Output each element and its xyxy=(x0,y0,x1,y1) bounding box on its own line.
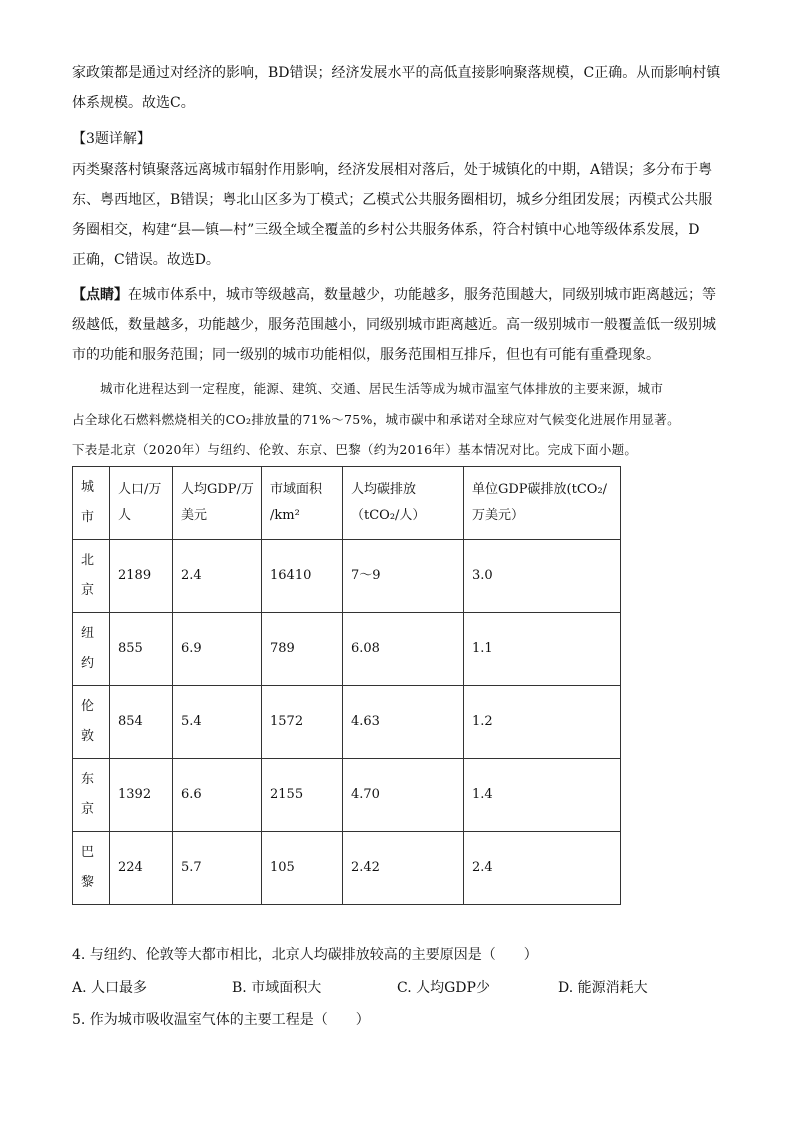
cell-carbon: 4.70 xyxy=(343,759,464,832)
table-row xyxy=(73,686,621,759)
cell-unit-carbon: 1.1 xyxy=(464,613,621,686)
intro-line: 占全球化石燃料燃烧相关的CO₂排放量的71%～75%，城市碳中和承诺对全球应对气候变化进展作用显著。 xyxy=(72,411,680,427)
table-row xyxy=(73,540,621,613)
option-c[interactable]: C. 人均GDP少 xyxy=(397,980,490,996)
text-line: 正确，C错误。故选D。 xyxy=(72,252,220,268)
cell-unit-carbon: 1.4 xyxy=(464,759,621,832)
header-area: 市域面积 /km² xyxy=(262,467,343,540)
text-line: 务圈相交，构建“县—镇—村”三级全域全覆盖的乡村公共服务体系，符合村镇中心地等级体系发展，D xyxy=(72,222,700,238)
q3-heading xyxy=(72,124,722,154)
header-city: 城 市 xyxy=(73,467,110,540)
intro-line: 下表是北京（2020年）与纽约、伦敦、东京、巴黎（约为2016年）基本情况对比。完成下面小题。 xyxy=(72,442,638,457)
cell-population: 2189 xyxy=(110,540,173,613)
answer-paragraph-continued xyxy=(72,58,722,118)
table-row xyxy=(73,613,621,686)
cell-area: 1572 xyxy=(262,686,343,759)
cell-unit-carbon: 2.4 xyxy=(464,832,621,905)
cell-gdp: 2.4 xyxy=(173,540,262,613)
tip-paragraph xyxy=(72,280,722,370)
text-line: 东、粤西地区，B错误；粤北山区多为丁模式；乙模式公共服务圈相切，城乡分组团发展；丙模式公共服 xyxy=(72,192,713,208)
header-population: 人口/万 人 xyxy=(110,467,173,540)
cell-population: 854 xyxy=(110,686,173,759)
cell-area: 2155 xyxy=(262,759,343,832)
cell-city: 纽 约 xyxy=(73,613,110,686)
cell-population: 855 xyxy=(110,613,173,686)
text-line: 市的功能和服务范围；同一级别的城市功能相似，服务范围相互排斥，但也有可能有重叠现象。 xyxy=(72,347,660,363)
q3-explanation xyxy=(72,155,722,275)
reading-intro xyxy=(72,374,722,466)
cell-city: 东 京 xyxy=(73,759,110,832)
tip-line-text: 在城市体系中，城市等级越高，数量越少，功能越多，服务范围越大，同级别城市距离越远；等 xyxy=(128,287,716,303)
cell-city: 巴 黎 xyxy=(73,832,110,905)
text-line xyxy=(72,280,722,310)
cell-carbon: 4.63 xyxy=(343,686,464,759)
text-line: 级越低，数量越多，功能越少，服务范围越小，同级别城市距离越近。高一级别城市一般覆盖低一级别城 xyxy=(72,317,716,333)
text-line: 体系规模。故选C。 xyxy=(72,95,195,111)
table-header-row xyxy=(73,467,621,540)
table-row xyxy=(73,759,621,832)
cell-city: 北 京 xyxy=(73,540,110,613)
cell-gdp: 5.4 xyxy=(173,686,262,759)
cell-gdp: 5.7 xyxy=(173,832,262,905)
cell-carbon: 6.08 xyxy=(343,613,464,686)
cell-carbon: 7～9 xyxy=(343,540,464,613)
table-row xyxy=(73,832,621,905)
option-a[interactable]: A. 人口最多 xyxy=(72,980,148,996)
intro-line: 城市化进程达到一定程度，能源、建筑、交通、居民生活等成为城市温室气体排放的主要来源，城市 xyxy=(100,381,664,396)
header-carbon-per-capita: 人均碳排放 （tCO₂/人） xyxy=(343,467,464,540)
cell-area: 16410 xyxy=(262,540,343,613)
heading-text: 【3题详解】 xyxy=(72,131,151,147)
cell-population: 1392 xyxy=(110,759,173,832)
question-5: 5. 作为城市吸收温室气体的主要工程是（ ） xyxy=(72,1012,370,1028)
option-d[interactable]: D. 能源消耗大 xyxy=(558,980,648,996)
header-gdp: 人均GDP/万 美元 xyxy=(173,467,262,540)
cell-population: 224 xyxy=(110,832,173,905)
city-comparison-table xyxy=(72,466,621,905)
text-line: 家政策都是通过对经济的影响，BD错误；经济发展水平的高低直接影响聚落规模，C正确。从而影响村镇 xyxy=(72,65,721,81)
cell-city: 伦 敦 xyxy=(73,686,110,759)
text-line: 丙类聚落村镇聚落远离城市辐射作用影响，经济发展相对落后，处于城镇化的中期，A错误；多分布于粤 xyxy=(72,162,713,178)
tip-label: 【点睛】 xyxy=(72,287,128,303)
cell-gdp: 6.6 xyxy=(173,759,262,832)
cell-unit-carbon: 1.2 xyxy=(464,686,621,759)
header-carbon-per-gdp: 单位GDP碳排放(tCO₂/ 万美元） xyxy=(464,467,621,540)
cell-unit-carbon: 3.0 xyxy=(464,540,621,613)
option-b[interactable]: B. 市域面积大 xyxy=(232,980,322,996)
cell-area: 105 xyxy=(262,832,343,905)
cell-carbon: 2.42 xyxy=(343,832,464,905)
question-4: 4. 与纽约、伦敦等大都市相比，北京人均碳排放较高的主要原因是（ ） xyxy=(72,947,538,963)
cell-area: 789 xyxy=(262,613,343,686)
cell-gdp: 6.9 xyxy=(173,613,262,686)
